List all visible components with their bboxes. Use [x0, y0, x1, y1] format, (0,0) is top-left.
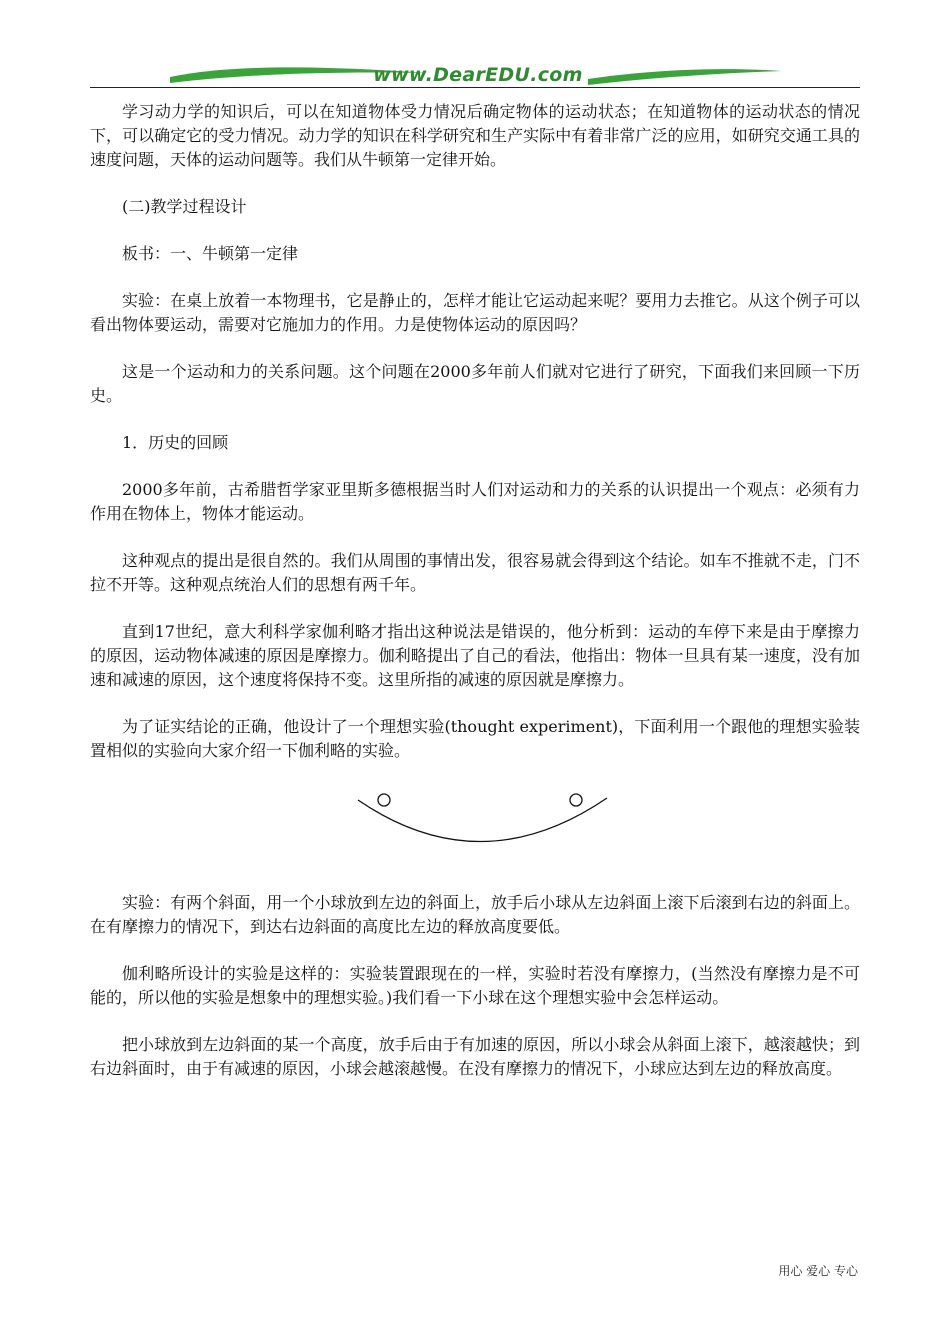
- paragraph-thought-experiment: 为了证实结论的正确，他设计了一个理想实验(thought experiment)，下面利用一个跟他的理想实验装置相似的实验向大家介绍一下伽利略的实验。: [90, 717, 860, 760]
- paragraph-galileo-design: 伽利略所设计的实验是这样的：实验装置跟现在的一样，实验时若没有摩擦力，(当然没有摩擦力是不可能的，所以他的实验是想象中的理想实验。)我们看一下小球在这个理想实验中会怎样运动。: [90, 964, 860, 1007]
- paragraph-ball-motion: 把小球放到左边斜面的某一个高度，放手后由于有加速的原因，所以小球会从斜面上滚下，越滚越快；到右边斜面时，由于有减速的原因，小球会越滚越慢。在没有摩擦力的情况下，小球应达到左边的释放高度。: [90, 1035, 860, 1078]
- site-logo-text: www.DearEDU.com: [373, 64, 583, 86]
- right-ball: [570, 794, 582, 806]
- left-ball: [378, 794, 390, 806]
- header-rule: [90, 87, 860, 88]
- paragraph-aristotle: 2000多年前，古希腊哲学家亚里斯多德根据当时人们对运动和力的关系的认识提出一个观点：必须有力作用在物体上，物体才能运动。: [90, 480, 860, 523]
- right-swoosh-decoration: [586, 63, 786, 87]
- paragraph-galileo: 直到17世纪，意大利科学家伽利略才指出这种说法是错误的，他分析到：运动的车停下来是由于摩擦力的原因，运动物体减速的原因是摩擦力。伽利略提出了自己的看法，他指出：物体一旦具有某一速度，没有加速和减速的原因，这个速度将保持不变。这里所指的减速的原因就是摩擦力。: [90, 622, 860, 689]
- subsection-heading: 1．历史的回顾: [122, 433, 229, 452]
- paragraph-natural-view: 这种观点的提出是很自然的。我们从周围的事情出发，很容易就会得到这个结论。如车不推就不走，门不拉不开等。这种观点统治人们的思想有两千年。: [90, 551, 860, 594]
- footer-motto: 用心 爱心 专心: [778, 1264, 858, 1278]
- paragraph-intro: 学习动力学的知识后，可以在知道物体受力情况后确定物体的运动状态；在知道物体的运动状态的情况下，可以确定它的受力情况。动力学的知识在科学研究和生产实际中有着非常广泛的应用，如研究交通工具的速度问题，天体的运动问题等。我们从牛顿第一定律开始。: [90, 102, 860, 169]
- page-header: [90, 55, 860, 95]
- paragraph-experiment-book: 实验：在桌上放着一本物理书，它是静止的，怎样才能让它运动起来呢？要用力去推它。从这个例子可以看出物体要运动，需要对它施加力的作用。力是使物体运动的原因吗？: [90, 291, 860, 334]
- paragraph-two-inclines: 实验：有两个斜面，用一个小球放到左边的斜面上，放手后小球从左边斜面上滚下后滚到右边的斜面上。在有摩擦力的情况下，到达右边斜面的高度比左边的释放高度要低。: [90, 893, 860, 936]
- blackboard-title: 板书：一、牛顿第一定律: [122, 244, 299, 263]
- document-body: [90, 100, 860, 1081]
- incline-diagram: [355, 788, 615, 858]
- section-heading: (二)教学过程设计: [122, 197, 247, 216]
- paragraph-motion-force: 这是一个运动和力的关系问题。这个问题在2000多年前人们就对它进行了研究，下面我们来回顾一下历史。: [90, 362, 860, 405]
- incline-figure: [90, 763, 860, 891]
